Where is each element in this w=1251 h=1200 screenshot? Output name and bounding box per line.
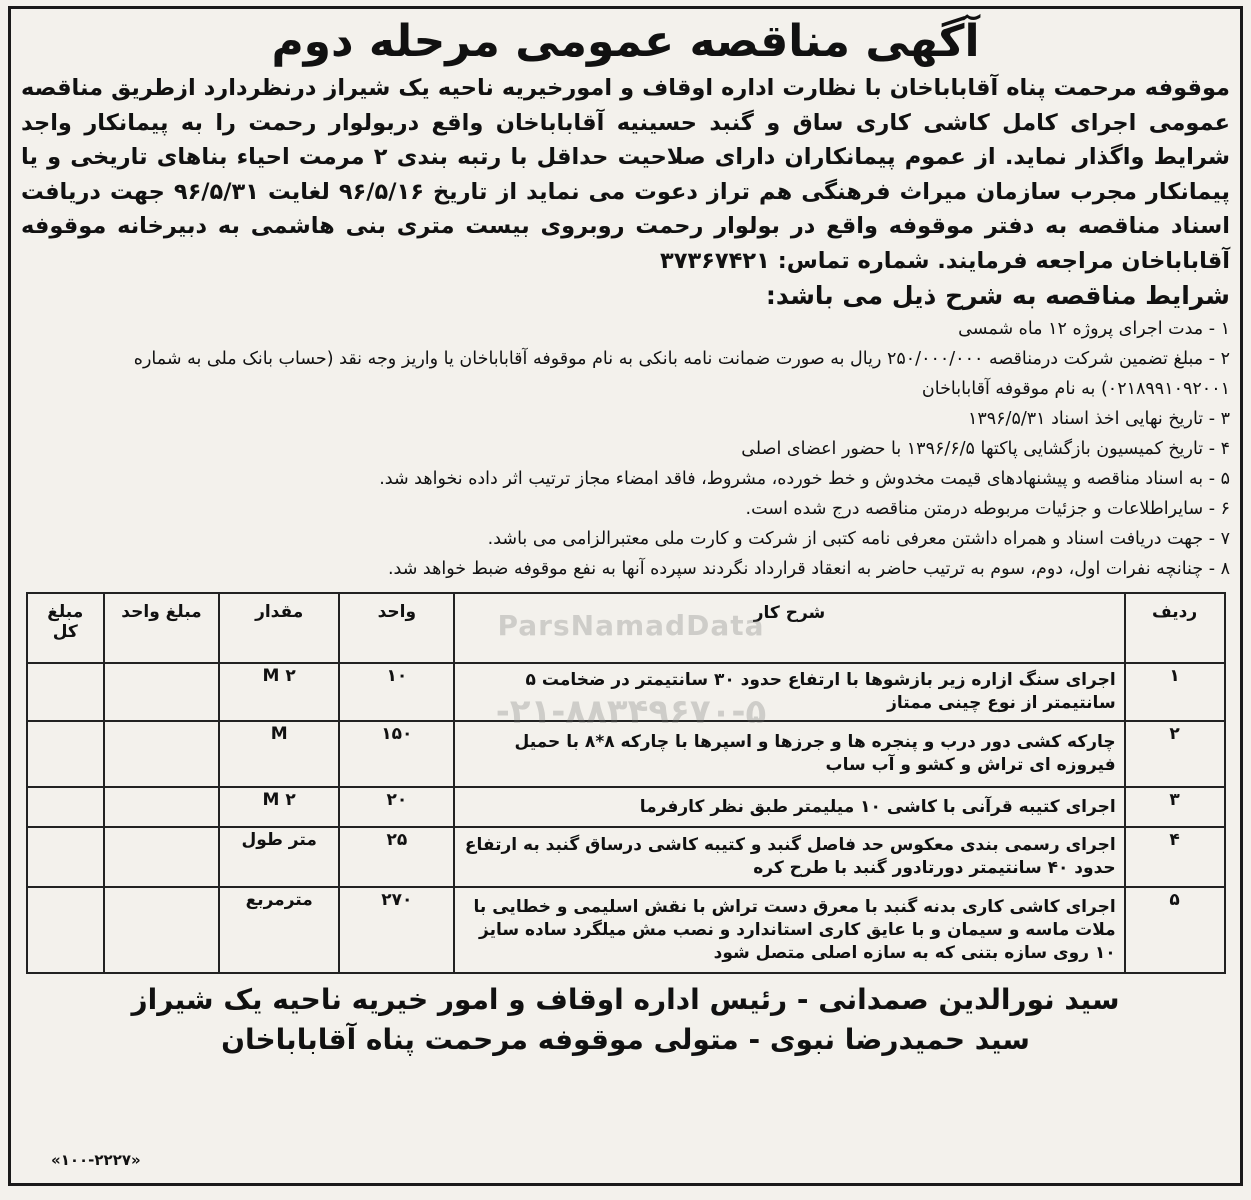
conditions-heading: شرایط مناقصه به شرح ذیل می باشد: [765, 281, 1230, 310]
cell-total-price [27, 827, 104, 887]
table-row [27, 787, 1225, 827]
condition-item: ۴ - تاریخ کمیسیون بازگشایی پاکتها ۱۳۹۶/۶/۵ با حضور اعضای اصلی [741, 439, 1230, 459]
cell-total-price [27, 721, 104, 787]
cell-unit: ۱۰ [339, 663, 454, 721]
cell-row-number: ۳ [1125, 787, 1225, 827]
cell-total-price [27, 887, 104, 973]
cell-row-number: ۲ [1125, 721, 1225, 787]
table-row [27, 721, 1225, 787]
header-unit: واحد [339, 593, 454, 663]
table-row [27, 663, 1225, 721]
condition-item: ۵ - به اسناد مناقصه و پیشنهادهای قیمت مخدوش و خط خورده، مشروط، فاقد امضاء مجاز ترتیب اثر داده نخواهد شد. [379, 469, 1230, 489]
cell-quantity: متر طول [219, 827, 339, 887]
condition-item: ۱ - مدت اجرای پروژه ۱۲ ماه شمسی [958, 319, 1230, 339]
header-row-number: ردیف [1125, 593, 1225, 663]
cell-description: چارکه کشی دور درب و پنجره ها و جرزها و اسپرها با چارکه ۸*۸ با حمیل فیروزه ای تراش و کشو و آب ساب [454, 721, 1124, 787]
cell-unit: ۲۰ [339, 787, 454, 827]
cell-description: اجرای رسمی بندی معکوس حد فاصل گنبد و کتیبه کاشی درساق گنبد به ارتفاع حدود ۴۰ سانتیمتر دورتادور گنبد با طرح کره [454, 827, 1124, 887]
header-quantity: مقدار [219, 593, 339, 663]
cell-unit: ۱۵۰ [339, 721, 454, 787]
cell-unit-price [104, 827, 219, 887]
cell-total-price [27, 787, 104, 827]
cell-row-number: ۵ [1125, 887, 1225, 973]
watermark-brand: ParsNamadData [497, 609, 765, 642]
condition-item: ۸ - چنانچه نفرات اول، دوم، سوم به ترتیب حاضر به انعقاد قرارداد نگردند سپرده آنها به نفع موقوفه ضبط خواهد شد. [387, 559, 1230, 579]
header-description: شرح کار [454, 593, 1124, 663]
cell-description: اجرای کاشی کاری بدنه گنبد با معرق دست تراش با نقش اسلیمی و خطایی با ملات ماسه و سیمان و با عایق کاری استاندارد و نصب مش میلگرد ساده سایز ۱۰ روی سازه بتنی که به سازه اصلی متصل شود [454, 887, 1124, 973]
cell-unit-price [104, 887, 219, 973]
signature-line: سید نورالدین صمدانی - رئیس اداره اوقاف و امور خیریه ناحیه یک شیراز [131, 983, 1120, 1016]
intro-paragraph: موقوفه مرحمت پناه آقاباباخان با نظارت اداره اوقاف و امورخیریه ناحیه یک شیراز درنظردارد ازطریق مناقصه عمومی اجرای کامل کاشی کاری ساق و گنبد حسینیه آقاباباخان واقع دربولوار رحمت را به پیمانکار واجد شرایط واگذار نماید. از عموم پیمانکاران دارای صلاحیت حداقل با رتبه بندی ۲ مرمت احیاء بناهای تاریخی و یا پیمانکار مجرب سازمان میراث فرهنگی هم تراز دعوت می نماید از تاریخ ۹۶/۵/۱۶ لغایت ۹۶/۵/۳۱ جهت دریافت اسناد مناقصه به دفتر موقوفه واقع در بولوار رحمت روبروی بیست متری بنی هاشمی به دبیرخانه موقوفه آقاباباخان مراجعه فرمایند. شماره تماس: ۳۷۳۶۷۴۲۱ [21, 75, 1230, 274]
cell-unit-price [104, 663, 219, 721]
header-unit-price: مبلغ واحد [104, 593, 219, 663]
cell-description: اجرای سنگ ازاره زیر بازشوها با ارتفاع حدود ۳۰ سانتیمتر در ضخامت ۵ سانتیمتر از نوع چینی ممتاز [454, 663, 1124, 721]
cell-quantity: M [219, 721, 339, 787]
table-header-row [27, 593, 1225, 663]
cell-unit-price [104, 787, 219, 827]
cell-description: اجرای کتیبه قرآنی با کاشی ۱۰ میلیمتر طبق نظر کارفرما [454, 787, 1124, 827]
table-row [27, 827, 1225, 887]
condition-item: ۷ - جهت دریافت اسناد و همراه داشتن معرفی نامه کتبی از شرکت و کارت ملی معتبرالزامی می باشد. [487, 529, 1230, 549]
cell-quantity: M ۲ [219, 787, 339, 827]
cell-quantity: M ۲ [219, 663, 339, 721]
header-total-price: مبلغ کل [27, 593, 104, 663]
condition-item: ۶ - سایراطلاعات و جزئیات مربوطه درمتن مناقصه درج شده است. [745, 499, 1230, 519]
condition-item: ۲ - مبلغ تضمین شرکت درمناقصه ۲۵۰/۰۰۰/۰۰۰ ریال به صورت ضمانت نامه بانکی به نام موقوفه آقاباباخان یا واریز وجه نقد (حساب بانک ملی به شماره ۰۲۱۸۹۹۱۰۹۲۰۰۱) به نام موقوفه آقاباباخان [133, 349, 1230, 399]
work-items-table [26, 592, 1226, 974]
signature-block [21, 980, 1230, 1060]
cell-row-number: ۱ [1125, 663, 1225, 721]
announcement-title: آگهی مناقصه عمومی مرحله دوم [271, 16, 980, 67]
cell-quantity: مترمربع [219, 887, 339, 973]
ad-code: «۱۰۰-۲۲۲۷» [51, 1151, 141, 1169]
condition-item: ۳ - تاریخ نهایی اخذ اسناد ۱۳۹۶/۵/۳۱ [967, 409, 1230, 429]
cell-row-number: ۴ [1125, 827, 1225, 887]
cell-total-price [27, 663, 104, 721]
watermark-phone: -۲۱-۸۸۳۴۹۶۷۰-۵ [495, 692, 767, 732]
cell-unit: ۲۷۰ [339, 887, 454, 973]
announcement-page [8, 6, 1243, 1186]
cell-unit: ۲۵ [339, 827, 454, 887]
cell-unit-price [104, 721, 219, 787]
table-row [27, 887, 1225, 973]
signature-line: سید حمیدرضا نبوی - متولی موقوفه مرحمت پناه آقاباباخان [221, 1023, 1030, 1056]
conditions-list [21, 314, 1230, 584]
